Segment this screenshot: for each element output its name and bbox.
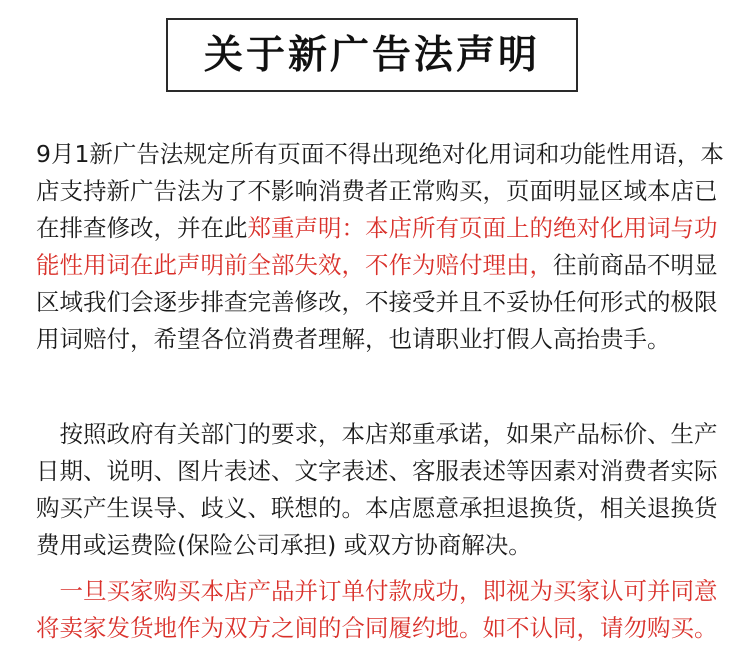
paragraph-1-text-before: 9月1新广告法规定所有页面不得出现绝对化用词和功能性用语，本店支持新广告法为了不影响消费者正常购买，页面明显区域本店已在排查修改，并在此: [36, 140, 724, 242]
paragraph-3-text: 一旦买家购买本店产品并订单付款成功，即视为买家认可并同意将卖家发货地作为双方之间的合同履约地。如不认同，请勿购买。: [36, 577, 718, 642]
page-title: 关于新广告法声明: [203, 32, 540, 78]
paragraph-1-highlight: 郑重声明：本店所有页面上的绝对化用词与功能性用词在此声明前全部失效，不作为赔付理由，: [36, 214, 718, 279]
title-box: [166, 18, 578, 92]
paragraph-2: [36, 416, 726, 564]
paragraph-1: [36, 136, 726, 358]
paragraph-1-text-after: 往前商品不明显区域我们会逐步排查完善修改，不接受并且不妥协任何形式的极限用词赔付，希望各位消费者理解，也请职业打假人高抬贵手。: [36, 251, 718, 353]
paragraph-3: [36, 573, 726, 647]
paragraph-2-text: 按照政府有关部门的要求，本店郑重承诺，如果产品标价、生产日期、说明、图片表述、文字表述、客服表述等因素对消费者实际购买产生误导、歧义、联想的。本店愿意承担退换货，相关退换货费用或运费险(保险公司承担) 或双方协商解决。: [36, 420, 718, 559]
